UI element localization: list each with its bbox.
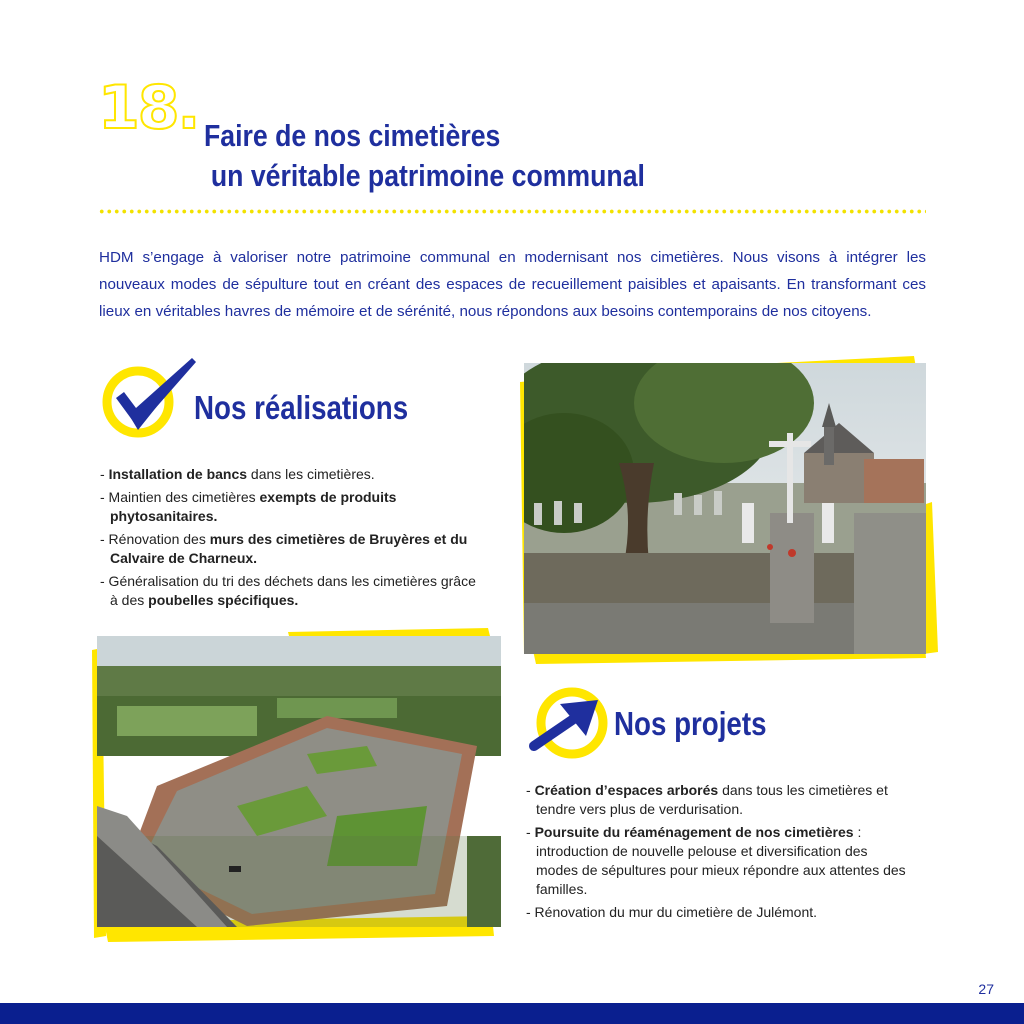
checkmark-icon	[100, 356, 200, 446]
projets-list	[526, 781, 906, 926]
list-item: - Généralisation du tri des déchets dans les cimetières grâce à des poubelles spécifiques.	[100, 573, 476, 608]
list-item: - Rénovation des murs des cimetières de Bruyères et du Calvaire de Charneux.	[100, 531, 468, 566]
list-item: - Création d’espaces arborés dans tous les cimetières et tendre vers plus de verdurisation.	[526, 782, 888, 817]
intro-paragraph: HDM s’engage à valoriser notre patrimoine communal en modernisant nos cimetières. Nous visons à intégrer les nouveaux modes de sépulture tout en créant des espaces de recueillement paisibles et apaisants. En transformant ces lieux en véritables havres de mémoire et de sérénité, nous répondons aux besoins contemporains de nos citoyens.	[99, 249, 926, 320]
arrow-icon	[524, 678, 614, 768]
realisations-title: Nos réalisations	[194, 389, 409, 426]
title-line-2: un véritable patrimoine communal	[210, 158, 645, 193]
chapter-number: 18.	[98, 73, 199, 143]
cemetery-calvary-photo	[524, 363, 926, 654]
list-item: - Rénovation du mur du cimetière de Julémont.	[526, 904, 818, 920]
list-item: - Maintien des cimetières exempts de produits phytosanitaires.	[100, 489, 397, 524]
list-item: - Poursuite du réaménagement de nos cimetières : introduction de nouvelle pelouse et diversification des modes de sépultures pour mieux répondre aux attentes des familles.	[526, 824, 906, 897]
list-item: - Installation de bancs dans les cimetières.	[100, 466, 375, 482]
dotted-divider	[98, 209, 926, 214]
realisations-list	[100, 465, 480, 614]
cemetery-aerial-photo	[97, 636, 501, 927]
footer-bar	[0, 1003, 1024, 1024]
page-number: 27	[978, 981, 994, 997]
title-line-1: Faire de nos cimetières	[204, 118, 501, 153]
page-title	[204, 116, 645, 196]
projets-title: Nos projets	[614, 705, 767, 742]
